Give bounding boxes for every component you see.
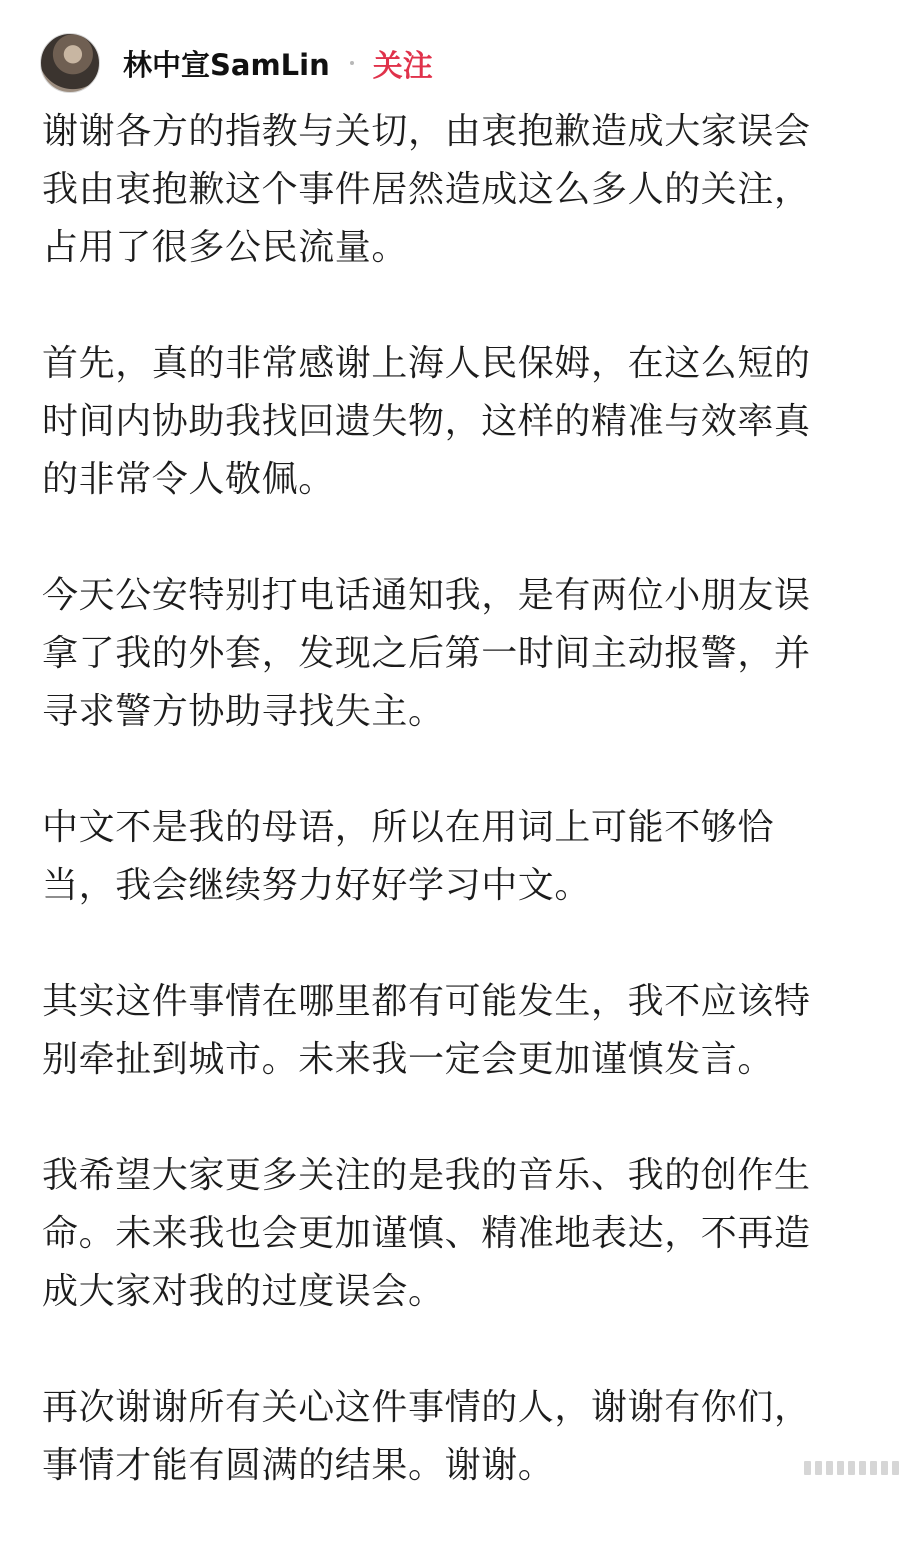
text-line: 其实这件事情在哪里都有可能发生，我不应该特 — [42, 981, 811, 1022]
text-line: 命。未来我也会更加谨慎、精准地表达，不再造 — [42, 1213, 811, 1254]
text-line: 谢谢各方的指教与关切，由衷抱歉造成大家误会 — [42, 111, 811, 152]
post-header — [40, 32, 433, 94]
text-line: 当，我会继续努力好好学习中文。 — [42, 865, 592, 906]
text-line: 我希望大家更多关注的是我的音乐、我的创作生 — [42, 1155, 811, 1196]
post-paragraph — [42, 335, 862, 509]
post-paragraph — [42, 1147, 862, 1321]
avatar[interactable] — [40, 33, 100, 93]
post-paragraph — [42, 1379, 862, 1495]
text-line: 时间内协助我找回遗失物，这样的精准与效率真 — [42, 401, 811, 442]
text-line: 今天公安特别打电话通知我，是有两位小朋友误 — [42, 575, 811, 616]
text-line: 我由衷抱歉这个事件居然造成这么多人的关注， — [42, 169, 811, 210]
watermark-icon — [804, 1459, 904, 1477]
text-line: 寻求警方协助寻找失主。 — [42, 691, 445, 732]
separator-dot — [350, 61, 354, 65]
text-line: 事情才能有圆满的结果。谢谢。 — [42, 1445, 555, 1486]
text-line: 再次谢谢所有关心这件事情的人，谢谢有你们， — [42, 1387, 811, 1428]
post-paragraph — [42, 103, 862, 277]
text-line: 成大家对我的过度误会。 — [42, 1271, 445, 1312]
post-paragraph — [42, 799, 862, 915]
text-line: 首先，真的非常感谢上海人民保姆，在这么短的 — [42, 343, 811, 384]
post-paragraph — [42, 973, 862, 1089]
follow-button[interactable]: 关注 — [372, 49, 433, 84]
text-line: 占用了很多公民流量。 — [42, 227, 409, 268]
text-line: 中文不是我的母语，所以在用词上可能不够恰 — [42, 807, 775, 848]
text-line: 别牵扯到城市。未来我一定会更加谨慎发言。 — [42, 1039, 775, 1080]
post-body — [42, 103, 862, 1553]
text-line: 拿了我的外套，发现之后第一时间主动报警，并 — [42, 633, 811, 674]
text-line: 的非常令人敬佩。 — [42, 459, 335, 500]
post-paragraph — [42, 567, 862, 741]
author-name[interactable]: 林中宣SamLin — [123, 47, 330, 82]
